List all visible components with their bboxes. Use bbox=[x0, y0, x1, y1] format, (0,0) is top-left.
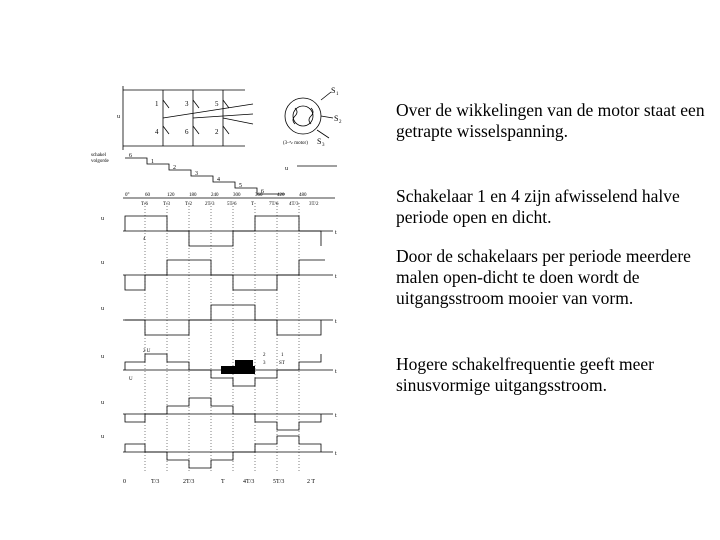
degree-tick: 240 bbox=[211, 193, 219, 198]
winding-s2-label: S bbox=[334, 114, 339, 123]
sequence-step: 1 bbox=[151, 159, 154, 165]
sequence-step: 2 bbox=[173, 165, 176, 171]
switch-label-6: 6 bbox=[185, 128, 189, 136]
time-tick: 5T/3 bbox=[273, 479, 285, 485]
waveform-row-2 bbox=[101, 260, 337, 290]
svg-text:u: u bbox=[101, 354, 104, 360]
svg-text:4: 4 bbox=[143, 237, 146, 242]
degree-tick: 0° bbox=[125, 193, 130, 198]
degree-tick: 300 bbox=[233, 193, 241, 198]
switching-sequence bbox=[91, 153, 337, 207]
time-tick: 2 T bbox=[307, 479, 316, 485]
waveform-row-1 bbox=[101, 216, 337, 246]
formula-label: u bbox=[285, 166, 288, 172]
time-tick: T/6 bbox=[141, 202, 148, 207]
inverter-circuit bbox=[117, 86, 342, 150]
svg-text:2: 2 bbox=[263, 353, 266, 358]
svg-text:3: 3 bbox=[322, 143, 325, 148]
svg-text:2: 2 bbox=[339, 120, 342, 125]
two-thirds-label: 2 U bbox=[143, 349, 151, 354]
switch-label-2: 2 bbox=[215, 128, 219, 136]
degree-tick: 180 bbox=[189, 193, 197, 198]
svg-text:t: t bbox=[335, 274, 337, 280]
sequence-step: 6 bbox=[129, 153, 132, 159]
svg-text:u: u bbox=[101, 434, 104, 440]
degree-tick: 120 bbox=[167, 193, 175, 198]
svg-text:t: t bbox=[335, 369, 337, 375]
explanation-paragraph-4: Hogere schakelfrequentie geeft meer sinusvormige uitgangsstroom. bbox=[396, 354, 654, 395]
explanation-paragraph-3: Door de schakelaars per periode meerdere malen open-dicht te doen wordt de uitgangsstroom mooier van vorm. bbox=[396, 246, 691, 308]
winding-s1-label: S bbox=[331, 86, 336, 95]
time-tick: 2T/3 bbox=[205, 202, 215, 207]
waveform-row-4 bbox=[101, 349, 337, 386]
degree-tick: 360 bbox=[255, 193, 263, 198]
sequence-label: schakel bbox=[91, 153, 106, 158]
svg-text:ST: ST bbox=[279, 361, 285, 366]
svg-text:t: t bbox=[335, 413, 337, 419]
winding-s3-label: S bbox=[317, 137, 322, 146]
waveform-row-6 bbox=[101, 434, 337, 468]
sequence-step: 3 bbox=[195, 171, 198, 177]
explanation-paragraph-2: Schakelaar 1 en 4 zijn afwisselend halve periode open en dicht. bbox=[396, 186, 680, 227]
inverter-waveform-diagram bbox=[85, 78, 345, 490]
bottom-time-axis bbox=[123, 479, 315, 485]
time-tick: T bbox=[221, 479, 225, 485]
svg-text:u: u bbox=[101, 306, 104, 312]
time-tick: 4T/3 bbox=[289, 202, 299, 207]
degree-tick: 60 bbox=[145, 193, 150, 198]
sequence-step: 5 bbox=[239, 183, 242, 189]
time-tick: 7T/6 bbox=[269, 202, 279, 207]
time-tick: 5T/6 bbox=[227, 202, 237, 207]
time-tick: 3T/2 bbox=[309, 202, 319, 207]
time-tick: T/2 bbox=[185, 202, 192, 207]
degree-tick: 420 bbox=[277, 193, 285, 198]
svg-text:t: t bbox=[335, 319, 337, 325]
switch-label-1: 1 bbox=[155, 100, 159, 108]
time-tick: T bbox=[251, 202, 255, 207]
sequence-step: 4 bbox=[217, 177, 220, 183]
switch-label-5: 5 bbox=[215, 100, 219, 108]
supply-voltage-label: u bbox=[117, 114, 120, 120]
waveform-row-5 bbox=[101, 398, 337, 430]
switch-label-4: 4 bbox=[155, 128, 159, 136]
time-tick: 2T/3 bbox=[183, 479, 195, 485]
sequence-step: 6 bbox=[261, 189, 264, 195]
svg-text:volgorde: volgorde bbox=[91, 159, 109, 164]
waveform-row-3 bbox=[101, 305, 337, 335]
svg-text:u: u bbox=[101, 260, 104, 266]
one-third-label: U bbox=[129, 377, 133, 382]
time-tick: T/3 bbox=[151, 479, 160, 485]
svg-text:u: u bbox=[101, 400, 104, 406]
time-tick: 0 bbox=[123, 479, 126, 485]
svg-text:t: t bbox=[335, 451, 337, 457]
svg-text:1: 1 bbox=[336, 92, 339, 97]
switch-label-3: 3 bbox=[185, 100, 189, 108]
time-tick: T/3 bbox=[163, 202, 170, 207]
svg-text:t: t bbox=[335, 230, 337, 236]
svg-text:1: 1 bbox=[281, 353, 284, 358]
svg-text:3: 3 bbox=[263, 361, 266, 366]
explanation-paragraph-1: Over de wikkelingen van de motor staat een getrapte wisselspanning. bbox=[396, 100, 705, 141]
svg-text:u: u bbox=[101, 216, 104, 222]
time-gridlines bbox=[145, 203, 299, 473]
motor-label: (3-∿ motor) bbox=[283, 141, 308, 146]
degree-tick: 480 bbox=[299, 193, 307, 198]
time-tick: 4T/3 bbox=[243, 479, 255, 485]
